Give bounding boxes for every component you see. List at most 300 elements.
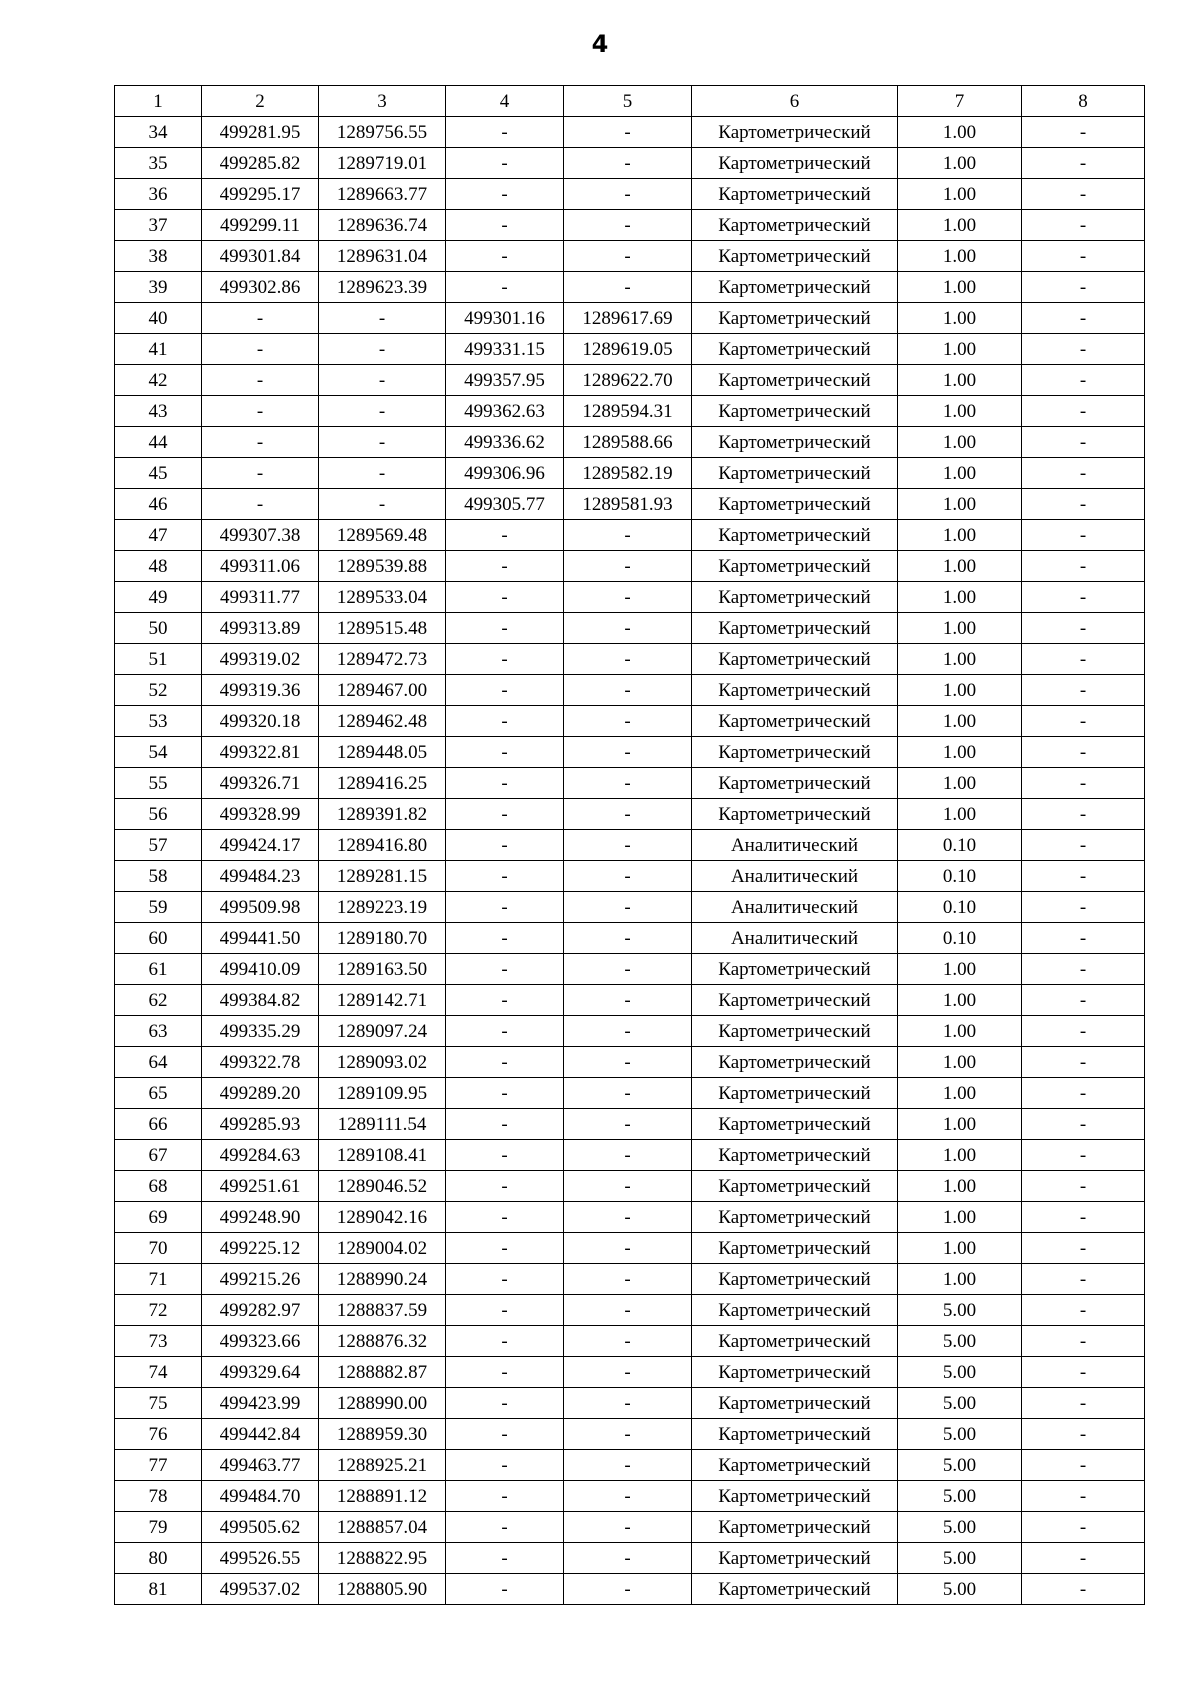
header-cell: 7 — [898, 86, 1022, 117]
table-cell: 1.00 — [898, 1047, 1022, 1078]
table-cell: - — [1022, 1171, 1145, 1202]
header-cell: 2 — [202, 86, 319, 117]
table-row — [115, 861, 1145, 892]
table-row — [115, 427, 1145, 458]
table-cell: - — [1022, 613, 1145, 644]
table-cell: - — [1022, 396, 1145, 427]
table-cell: - — [564, 1574, 692, 1605]
table-cell: 1289223.19 — [319, 892, 446, 923]
table-row — [115, 241, 1145, 272]
table-body — [115, 86, 1145, 1605]
table-cell: 1289539.88 — [319, 551, 446, 582]
table-cell: 499282.97 — [202, 1295, 319, 1326]
table-cell: - — [1022, 1481, 1145, 1512]
table-cell: Картометрический — [692, 272, 898, 303]
table-cell: - — [1022, 923, 1145, 954]
table-cell: - — [446, 1543, 564, 1574]
table-cell: 5.00 — [898, 1512, 1022, 1543]
table-cell: - — [1022, 892, 1145, 923]
table-cell: Картометрический — [692, 799, 898, 830]
table-cell: Картометрический — [692, 303, 898, 334]
table-cell: 57 — [115, 830, 202, 861]
table-cell: - — [1022, 520, 1145, 551]
table-cell: 1.00 — [898, 148, 1022, 179]
table-cell: 76 — [115, 1419, 202, 1450]
table-cell: - — [1022, 303, 1145, 334]
table-cell: - — [564, 830, 692, 861]
table-cell: - — [1022, 334, 1145, 365]
table-cell: 1289472.73 — [319, 644, 446, 675]
table-cell: 75 — [115, 1388, 202, 1419]
table-cell: - — [564, 272, 692, 303]
table-cell: 79 — [115, 1512, 202, 1543]
table-cell: - — [446, 1233, 564, 1264]
table-cell: 1289042.16 — [319, 1202, 446, 1233]
table-cell: - — [446, 582, 564, 613]
table-cell: 1288822.95 — [319, 1543, 446, 1574]
table-cell: - — [446, 1171, 564, 1202]
table-cell: 38 — [115, 241, 202, 272]
table-cell: 499357.95 — [446, 365, 564, 396]
table-cell: - — [446, 1295, 564, 1326]
table-cell: - — [1022, 1047, 1145, 1078]
table-cell: 499302.86 — [202, 272, 319, 303]
table-cell: - — [564, 1419, 692, 1450]
table-cell: - — [564, 768, 692, 799]
table-cell: - — [1022, 737, 1145, 768]
table-cell: - — [1022, 551, 1145, 582]
table-cell: 60 — [115, 923, 202, 954]
table-cell: - — [564, 954, 692, 985]
table-cell: Картометрический — [692, 1233, 898, 1264]
table-cell: - — [446, 923, 564, 954]
table-cell: Картометрический — [692, 427, 898, 458]
table-cell: Картометрический — [692, 582, 898, 613]
table-cell: 499336.62 — [446, 427, 564, 458]
table-cell: 45 — [115, 458, 202, 489]
table-cell: 1.00 — [898, 799, 1022, 830]
table-row — [115, 334, 1145, 365]
table-cell: 1289046.52 — [319, 1171, 446, 1202]
table-row — [115, 675, 1145, 706]
table-cell: Картометрический — [692, 737, 898, 768]
table-cell: Картометрический — [692, 644, 898, 675]
table-cell: - — [446, 861, 564, 892]
table-cell: 1.00 — [898, 985, 1022, 1016]
table-cell: 0.10 — [898, 830, 1022, 861]
table-cell: Картометрический — [692, 1264, 898, 1295]
table-cell: 1289581.93 — [564, 489, 692, 520]
table-cell: 1.00 — [898, 551, 1022, 582]
table-cell: 1289142.71 — [319, 985, 446, 1016]
table-cell: - — [564, 1016, 692, 1047]
table-cell: 1289533.04 — [319, 582, 446, 613]
table-cell: 1.00 — [898, 396, 1022, 427]
table-cell: - — [1022, 1202, 1145, 1233]
table-cell: - — [446, 1016, 564, 1047]
table-cell: - — [1022, 1264, 1145, 1295]
table-cell: 42 — [115, 365, 202, 396]
page-number: 4 — [591, 30, 609, 58]
table-row — [115, 1388, 1145, 1419]
table-cell: Аналитический — [692, 892, 898, 923]
table-cell: 499484.23 — [202, 861, 319, 892]
table-cell: 5.00 — [898, 1450, 1022, 1481]
table-cell: 1289467.00 — [319, 675, 446, 706]
table-cell: - — [446, 241, 564, 272]
table-cell: - — [1022, 1450, 1145, 1481]
table-cell: 499251.61 — [202, 1171, 319, 1202]
table-cell: - — [1022, 489, 1145, 520]
table-cell: - — [1022, 210, 1145, 241]
table-cell: 1289756.55 — [319, 117, 446, 148]
header-cell: 5 — [564, 86, 692, 117]
table-cell: 0.10 — [898, 892, 1022, 923]
table-cell: - — [1022, 148, 1145, 179]
table-cell: 1289462.48 — [319, 706, 446, 737]
table-row — [115, 458, 1145, 489]
table-cell: 499225.12 — [202, 1233, 319, 1264]
table-cell: 5.00 — [898, 1419, 1022, 1450]
table-cell: - — [319, 365, 446, 396]
table-row — [115, 210, 1145, 241]
table-cell: - — [1022, 117, 1145, 148]
table-cell: 499384.82 — [202, 985, 319, 1016]
table-cell: - — [446, 551, 564, 582]
table-cell: Картометрический — [692, 1481, 898, 1512]
table-cell: - — [564, 179, 692, 210]
table-cell: Картометрический — [692, 1140, 898, 1171]
table-cell: Картометрический — [692, 1512, 898, 1543]
table-row — [115, 737, 1145, 768]
table-cell: 59 — [115, 892, 202, 923]
table-cell: 499299.11 — [202, 210, 319, 241]
table-cell: - — [1022, 1109, 1145, 1140]
table-cell: - — [564, 1481, 692, 1512]
table-cell: 34 — [115, 117, 202, 148]
table-cell: 5.00 — [898, 1295, 1022, 1326]
table-row — [115, 1078, 1145, 1109]
table-cell: - — [446, 799, 564, 830]
table-row — [115, 830, 1145, 861]
table-cell: 5.00 — [898, 1388, 1022, 1419]
table-cell: - — [1022, 985, 1145, 1016]
table-cell: 1289582.19 — [564, 458, 692, 489]
table-row — [115, 148, 1145, 179]
table-cell: - — [446, 892, 564, 923]
table-cell: 72 — [115, 1295, 202, 1326]
table-row — [115, 1171, 1145, 1202]
table-cell: 499301.84 — [202, 241, 319, 272]
table-cell: 1289108.41 — [319, 1140, 446, 1171]
table-cell: 499301.16 — [446, 303, 564, 334]
table-cell: - — [564, 644, 692, 675]
table-cell: - — [319, 489, 446, 520]
table-cell: Картометрический — [692, 1016, 898, 1047]
table-row — [115, 985, 1145, 1016]
table-cell: - — [1022, 1419, 1145, 1450]
header-cell: 3 — [319, 86, 446, 117]
table-cell: 499311.77 — [202, 582, 319, 613]
table-row — [115, 613, 1145, 644]
table-cell: 62 — [115, 985, 202, 1016]
table-cell: - — [446, 1512, 564, 1543]
table-cell: 1.00 — [898, 1264, 1022, 1295]
table-row — [115, 923, 1145, 954]
table-cell: - — [1022, 954, 1145, 985]
table-row — [115, 1140, 1145, 1171]
table-row — [115, 489, 1145, 520]
table-cell: - — [202, 489, 319, 520]
table-cell: - — [564, 1109, 692, 1140]
table-cell: 1288882.87 — [319, 1357, 446, 1388]
table-cell: 499423.99 — [202, 1388, 319, 1419]
table-cell: - — [446, 1202, 564, 1233]
table-cell: - — [564, 861, 692, 892]
table-row — [115, 892, 1145, 923]
table-cell: 65 — [115, 1078, 202, 1109]
table-cell: 1.00 — [898, 582, 1022, 613]
table-cell: - — [564, 1388, 692, 1419]
coordinates-table — [114, 85, 1145, 1605]
table-cell: 81 — [115, 1574, 202, 1605]
table-cell: 499320.18 — [202, 706, 319, 737]
table-cell: Картометрический — [692, 768, 898, 799]
table-cell: 1289416.25 — [319, 768, 446, 799]
table-cell: 499463.77 — [202, 1450, 319, 1481]
table-cell: - — [564, 1512, 692, 1543]
table-cell: - — [1022, 1078, 1145, 1109]
table-cell: - — [1022, 1388, 1145, 1419]
table-cell: 63 — [115, 1016, 202, 1047]
table-cell: 1.00 — [898, 1078, 1022, 1109]
table-cell: 1.00 — [898, 1171, 1022, 1202]
table-cell: - — [1022, 179, 1145, 210]
table-row — [115, 768, 1145, 799]
table-cell: 44 — [115, 427, 202, 458]
table-cell: 67 — [115, 1140, 202, 1171]
table-cell: 1289163.50 — [319, 954, 446, 985]
table-cell: - — [446, 768, 564, 799]
table-cell: - — [446, 210, 564, 241]
table-cell: - — [446, 117, 564, 148]
header-cell: 4 — [446, 86, 564, 117]
table-cell: 499424.17 — [202, 830, 319, 861]
table-cell: - — [202, 334, 319, 365]
table-cell: - — [564, 1233, 692, 1264]
table-cell: 499305.77 — [446, 489, 564, 520]
table-cell: 1.00 — [898, 117, 1022, 148]
table-cell: Картометрический — [692, 148, 898, 179]
table-cell: - — [202, 458, 319, 489]
table-cell: Картометрический — [692, 1326, 898, 1357]
table-row — [115, 1016, 1145, 1047]
table-cell: Аналитический — [692, 830, 898, 861]
table-cell: 36 — [115, 179, 202, 210]
table-cell: 499319.36 — [202, 675, 319, 706]
table-cell: - — [446, 179, 564, 210]
table-cell: - — [564, 1357, 692, 1388]
table-cell: 43 — [115, 396, 202, 427]
table-cell: - — [319, 427, 446, 458]
table-cell: - — [1022, 1016, 1145, 1047]
table-cell: 1.00 — [898, 210, 1022, 241]
table-cell: Картометрический — [692, 551, 898, 582]
table-cell: 5.00 — [898, 1357, 1022, 1388]
table-cell: 51 — [115, 644, 202, 675]
table-cell: - — [446, 675, 564, 706]
table-cell: - — [446, 644, 564, 675]
table-cell: 499285.93 — [202, 1109, 319, 1140]
table-cell: 40 — [115, 303, 202, 334]
table-cell: 61 — [115, 954, 202, 985]
table-cell: - — [446, 1388, 564, 1419]
table-row — [115, 1295, 1145, 1326]
table-cell: - — [564, 1543, 692, 1574]
table-cell: 80 — [115, 1543, 202, 1574]
table-cell: - — [319, 396, 446, 427]
table-cell: 499248.90 — [202, 1202, 319, 1233]
table-cell: - — [446, 1109, 564, 1140]
table-cell: - — [1022, 458, 1145, 489]
table-cell: 1.00 — [898, 737, 1022, 768]
table-cell: 499284.63 — [202, 1140, 319, 1171]
table-cell: 71 — [115, 1264, 202, 1295]
table-cell: 5.00 — [898, 1481, 1022, 1512]
table-cell: 47 — [115, 520, 202, 551]
table-cell: 1289416.80 — [319, 830, 446, 861]
table-cell: - — [446, 1574, 564, 1605]
table-row — [115, 1450, 1145, 1481]
table-cell: - — [564, 117, 692, 148]
header-cell: 6 — [692, 86, 898, 117]
table-cell: Картометрический — [692, 117, 898, 148]
table-cell: Картометрический — [692, 334, 898, 365]
table-cell: 1.00 — [898, 706, 1022, 737]
table-cell: 499307.38 — [202, 520, 319, 551]
table-row — [115, 1047, 1145, 1078]
table-cell: - — [1022, 1326, 1145, 1357]
table-cell: 1289619.05 — [564, 334, 692, 365]
table-cell: 499319.02 — [202, 644, 319, 675]
table-header-row — [115, 86, 1145, 117]
table-cell: - — [446, 1326, 564, 1357]
table-cell: - — [446, 1357, 564, 1388]
table-cell: 78 — [115, 1481, 202, 1512]
table-cell: Картометрический — [692, 1357, 898, 1388]
header-cell: 8 — [1022, 86, 1145, 117]
table-cell: - — [1022, 830, 1145, 861]
table-cell: - — [564, 582, 692, 613]
table-cell: 69 — [115, 1202, 202, 1233]
table-cell: 1289663.77 — [319, 179, 446, 210]
table-cell: - — [1022, 861, 1145, 892]
table-cell: 66 — [115, 1109, 202, 1140]
table-cell: Картометрический — [692, 1419, 898, 1450]
table-cell: Картометрический — [692, 985, 898, 1016]
table-cell: 499326.71 — [202, 768, 319, 799]
table-cell: Картометрический — [692, 1450, 898, 1481]
table-cell: - — [1022, 799, 1145, 830]
table-cell: - — [1022, 644, 1145, 675]
table-cell: 1289004.02 — [319, 1233, 446, 1264]
table-cell: 1289515.48 — [319, 613, 446, 644]
table-cell: 1.00 — [898, 675, 1022, 706]
table-cell: Картометрический — [692, 1543, 898, 1574]
table-cell: - — [564, 1171, 692, 1202]
table-cell: 499505.62 — [202, 1512, 319, 1543]
table-cell: 1.00 — [898, 1140, 1022, 1171]
table-cell: - — [564, 1047, 692, 1078]
table-cell: 1289281.15 — [319, 861, 446, 892]
table-cell: - — [446, 272, 564, 303]
table-cell: 499509.98 — [202, 892, 319, 923]
table-cell: - — [1022, 427, 1145, 458]
table-cell: - — [319, 303, 446, 334]
table-cell: 1.00 — [898, 768, 1022, 799]
table-cell: Картометрический — [692, 1388, 898, 1419]
table-cell: Картометрический — [692, 706, 898, 737]
table-cell: 499362.63 — [446, 396, 564, 427]
table-cell: 48 — [115, 551, 202, 582]
table-cell: 1289448.05 — [319, 737, 446, 768]
table-row — [115, 551, 1145, 582]
table-cell: - — [202, 303, 319, 334]
table-cell: 74 — [115, 1357, 202, 1388]
table-cell: 1.00 — [898, 954, 1022, 985]
table-row — [115, 1109, 1145, 1140]
header-cell: 1 — [115, 86, 202, 117]
table-cell: Картометрический — [692, 613, 898, 644]
table-cell: - — [1022, 1233, 1145, 1264]
table-cell: 1289180.70 — [319, 923, 446, 954]
table-cell: 499289.20 — [202, 1078, 319, 1109]
table-row — [115, 706, 1145, 737]
table-cell: 49 — [115, 582, 202, 613]
table-cell: 5.00 — [898, 1574, 1022, 1605]
table-cell: 1289594.31 — [564, 396, 692, 427]
table-cell: 1.00 — [898, 1233, 1022, 1264]
table-cell: Картометрический — [692, 365, 898, 396]
table-cell: - — [564, 551, 692, 582]
table-cell: - — [446, 1481, 564, 1512]
table-cell: 1.00 — [898, 272, 1022, 303]
table-cell: 499331.15 — [446, 334, 564, 365]
table-cell: - — [446, 1140, 564, 1171]
table-cell: 1288990.24 — [319, 1264, 446, 1295]
table-cell: 0.10 — [898, 923, 1022, 954]
table-cell: 1.00 — [898, 1202, 1022, 1233]
table-cell: 77 — [115, 1450, 202, 1481]
table-cell: Картометрический — [692, 241, 898, 272]
table-cell: 56 — [115, 799, 202, 830]
table-row — [115, 1419, 1145, 1450]
table-cell: 1288990.00 — [319, 1388, 446, 1419]
table-cell: - — [564, 1078, 692, 1109]
table-cell: - — [446, 985, 564, 1016]
table-cell: 499295.17 — [202, 179, 319, 210]
table-cell: Картометрический — [692, 396, 898, 427]
table-cell: 54 — [115, 737, 202, 768]
table-cell: 1.00 — [898, 520, 1022, 551]
table-cell: Картометрический — [692, 458, 898, 489]
table-cell: - — [319, 334, 446, 365]
table-row — [115, 272, 1145, 303]
table-cell: 499322.78 — [202, 1047, 319, 1078]
table-cell: - — [1022, 1295, 1145, 1326]
table-cell: 53 — [115, 706, 202, 737]
table-cell: 1288959.30 — [319, 1419, 446, 1450]
